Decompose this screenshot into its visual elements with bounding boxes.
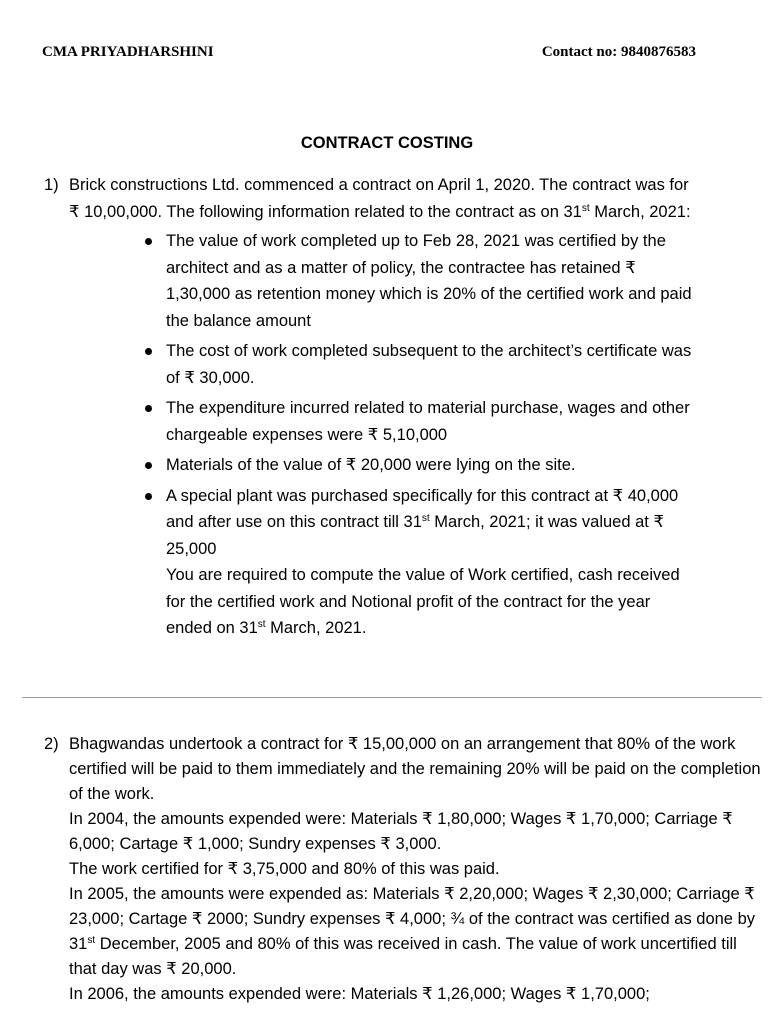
q2-paragraph: In 2004, the amounts expended were: Materials ₹ 1,80,000; Wages ₹ 1,70,000; Carriage ₹ 6,000; Cartage ₹ 1,000; Sundry expenses ₹ 3,000. <box>69 810 733 853</box>
list-item <box>166 228 694 334</box>
question-1-intro <box>69 172 694 225</box>
question-1 <box>44 172 694 642</box>
list-item-text: A special plant was purchased specifically for this contract at ₹ 40,000 and after use on this contract till 31 <box>166 486 679 531</box>
list-item <box>166 338 694 391</box>
question-1-number: 1) <box>44 176 59 194</box>
q2-paragraph: The work certified for ₹ 3,75,000 and 80% of this was paid. <box>69 860 500 878</box>
bullet-icon <box>145 493 152 500</box>
list-item <box>166 452 694 479</box>
q2-paragraph: In 2006, the amounts expended were: Materials ₹ 1,26,000; Wages ₹ 1,70,000; <box>69 985 650 1003</box>
q2-para4-sup: st <box>87 935 96 946</box>
requirement-text: You are required to compute the value of Work certified, cash received for the certified work and Notional profit of the contract for the year ended on 31 <box>166 566 680 637</box>
q2-paragraph <box>69 882 764 982</box>
q2-para4-text-end: December, 2005 and 80% of this was received in cash. The value of work uncertified till that day was ₹ 20,000. <box>69 935 737 978</box>
requirement-sup: st <box>257 619 266 630</box>
list-item <box>166 483 694 563</box>
bullet-icon <box>145 348 152 355</box>
list-item-text: The expenditure incurred related to material purchase, wages and other chargeable expenses were ₹ 5,10,000 <box>166 399 690 444</box>
q1-intro-text-end: March, 2021: <box>589 202 691 221</box>
page-title: CONTRACT COSTING <box>300 134 474 152</box>
requirement-text-end: March, 2021. <box>265 619 367 637</box>
list-item-text: The cost of work completed subsequent to the architect’s certificate was of ₹ 30,000. <box>166 342 692 387</box>
q2-paragraph: Bhagwandas undertook a contract for ₹ 15,00,000 on an arrangement that 80% of the work certified will be paid to them immediately and the remaining 20% will be paid on the completion of the work. <box>69 735 761 803</box>
q1-intro-sup: st <box>581 202 590 214</box>
bullet-icon <box>145 462 152 469</box>
question-2-body <box>69 732 764 1007</box>
list-item <box>166 395 694 448</box>
list-item-sup: st <box>421 513 430 524</box>
list-item-text: Materials of the value of ₹ 20,000 were lying on the site. <box>166 456 576 474</box>
q1-intro-text: Brick constructions Ltd. commenced a contract on April 1, 2020. The contract was for ₹ 10,00,000. The following information related to the contract as on 31 <box>69 176 689 221</box>
question-1-points <box>44 228 694 562</box>
contact-number: Contact no: 9840876583 <box>541 44 696 60</box>
list-item-text: The value of work completed up to Feb 28, 2021 was certified by the architect and as a matter of policy, the contractee has retained ₹ 1,30,000 as retention money which is 20% of the certified work and paid the balance amount <box>166 232 692 330</box>
question-1-requirement <box>166 562 694 642</box>
bullet-icon <box>145 405 152 412</box>
question-2-number: 2) <box>44 735 59 753</box>
bullet-icon <box>145 238 152 245</box>
author-name: CMA PRIYADHARSHINI <box>42 44 214 60</box>
q2-para4-text: In 2005, the amounts were expended as: Materials ₹ 2,20,000; Wages ₹ 2,30,000; Carriage ₹ 23,000; Cartage ₹ 2000; Sundry expenses ₹ 4,000; ¾ of the contract was certified as done by 31 <box>69 885 755 953</box>
question-2 <box>44 732 764 1007</box>
list-item-text-end: March, 2021; it was valued at ₹ 25,000 <box>166 513 664 558</box>
section-divider <box>22 697 762 698</box>
